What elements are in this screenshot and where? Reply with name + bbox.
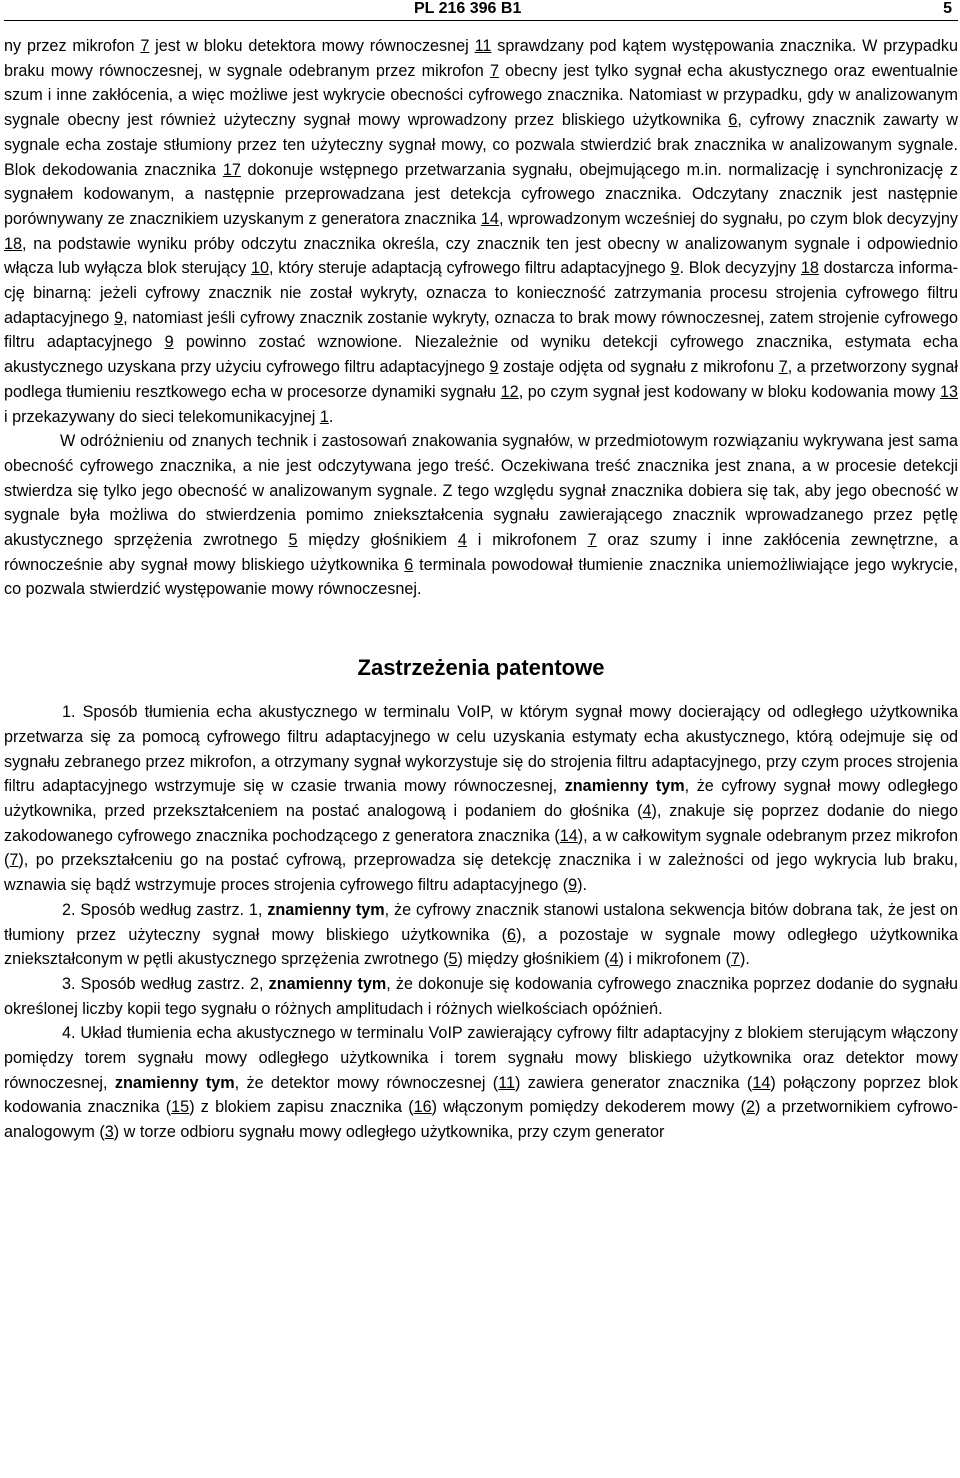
paragraph-1: ny przez mikrofon 7 jest w bloku detektora mowy równoczesnej 11 sprawdzany pod kątem występowania znacznika. W przypadku braku mowy równoczesnej, w sygnale odebranym przez mikrofon 7 obecny jest tylko sygnał echa akustycznego oraz ewentualnie szum i inne zakłócenia, a więc możliwe jest wykrycie obecności cyfrowego znacznika. Natomiast w przypadku, gdy w analizowanym sygnale obecny jest również użyteczny sygnał mowy wprowadzony przez bliskiego użytkownika 6, cyfrowy znacznik zawarty w sygnale echa zostaje stłumiony przez ten użyteczny sygnał mowy, co pozwala stwierdzić brak znacznika w analizowanym sygnale. Blok dekodowania znacznika 17 dokonuje wstępnego przetwarzania sygnału, obejmującego m.in. normalizację i synchronizację z sygnałem kodowanym, a następnie przeprowadzana jest detekcja cyfrowego znacznika. Odczytany znacznik jest następnie porównywany ze znacznikiem uzyskanym z generatora znacznika 14, wprowadzonym wcześniej do sygnału, po czym blok decyzyjny 18, na podstawie wyniku próby odczytu znacznika określa, czy znacznik ten jest obecny w analizowanym sygnale i odpowiednio włącza lub wyłącza blok sterujący 10, który steruje adaptacją cyfrowego filtru adaptacyjnego 9. Blok decyzyjny 18 dostarcza informację binarną: jeżeli cyfrowy znacznik nie został wykryty, oznacza to konieczność zatrzymania procesu strojenia cyfrowego filtru adaptacyjnego 9, natomiast jeśli cyfrowy znacznik zostanie wykryty, oznacza to brak mowy równoczesnej, zatem strojenie cyfrowego filtru adaptacyjnego 9 powinno zostać wznowione. Niezależnie od wyniku detekcji cyfrowego znacznika, estymata echa akustycznego uzyskana przy użyciu cyfrowego filtru adaptacyjnego 9 zostaje odjęta od sygnału z mikrofonu 7, a przetworzony sygnał podlega tłumieniu resztkowego echa w procesorze dynamiki sygnału 12, po czym sygnał jest kodowany w bloku kodowania mowy 13 i przekazywany do sieci telekomunikacyjnej 1. (4, 37, 958, 426)
claim-2: 2. Sposób według zastrz. 1, znamienny tym, że cyfrowy znacznik stanowi ustalona sekwencja bitów dobrana tak, że jest on tłumiony przez użyteczny sygnał mowy bliskiego użytkownika (6), a pozostaje w sygnale mowy odległego użytkownika zniekształconym w pętli akustycznego sprzężenia zwrotnego (5) między głośnikiem (4) i mikrofonem (7). (4, 900, 958, 969)
claim-4: 4. Układ tłumienia echa akustycznego w terminalu VoIP zawierający cyfrowy filtr adaptacyjny z blokiem sterującym włączony pomiędzy torem sygnału mowy odległego użytkownika i torem sygnału mowy bliskiego użytkownika oraz detektor mowy równoczesnej, znamienny tym, że detektor mowy równoczesnej (11) zawiera generator znacznika (14) połączony poprzez blok kodowania znacznika (15) z blokiem zapisu znacznika (16) włączonym pomiędzy dekoderem mowy (2) a przetwornikiem cyfrowo-analogowym (3) w torze odbioru sygnału mowy odległego użytkownika, przy czym generator (4, 1024, 958, 1142)
header-rule (4, 20, 958, 21)
page-header (4, 0, 958, 20)
page-number: 5 (943, 0, 952, 17)
paragraph-2: W odróżnieniu od znanych technik i zastosowań znakowania sygnałów, w przedmiotowym rozwiązaniu wykrywana jest sama obecność cyfrowego znacznika, a nie jest odczytywana jego treść. Oczekiwana treść znacznika jest znana, a w procesie detekcji stwierdza się tylko jego obecność w analizowanym sygnale. Z tego względu sygnał znacznika dobiera się tak, aby jego obecność w sygnale była możliwa do stwierdzenia pomimo zniekształcenia sygnału zawierającego znacznik wprowadzanego przez pętlę akustycznego sprzężenia zwrotnego 5 między głośnikiem 4 i mikrofonem 7 oraz szumy i inne zakłócenia zewnętrzne, a równocześnie aby sygnał mowy bliskiego użytkownika 6 terminala powodował tłumienie znacznika uniemożliwiające jego wykrycie, co pozwala stwierdzić występowanie mowy równoczesnej. (4, 432, 958, 599)
claim-1: 1. Sposób tłumienia echa akustycznego w terminalu VoIP, w którym sygnał mowy docierający od odległego użytkownika przetwarza się za pomocą cyfrowego filtru adaptacyjnego w celu uzyskania estymaty echa akustycznego, którą odejmuje się od sygnału zebranego przez mikrofon, a otrzymany sygnał wykorzystuje się do strojenia filtru adaptacyjnego, przy czym proces strojenia filtru adaptacyjnego wstrzymuje się w czasie trwania mowy równoczesnej, znamienny tym, że cyfrowy sygnał mowy odległego użytkownika, przed przekształceniem na postać analogową i podaniem do głośnika (4), znakuje się poprzez dodanie do niego zakodowanego cyfrowego znacznika pochodzącego z generatora znacznika (14), a w całkowitym sygnale odebranym przez mikrofon (7), po przekształceniu go na postać cyfrową, przeprowadza się detekcję znacznika i w zależności od jego wykrycia lub braku, wznawia się bądź wstrzymuje proces strojenia cyfrowego filtru adaptacyjnego (9). (4, 703, 958, 895)
section-heading: Zastrzeżenia patentowe (357, 655, 605, 681)
patent-page (4, 0, 958, 1145)
document-id: PL 216 396 B1 (414, 0, 522, 17)
claim-3: 3. Sposób według zastrz. 2, znamienny tym, że dokonuje się kodowania cyfrowego znacznika poprzez dodanie do sygnału określonej liczby kopii tego sygnału o różnych amplitudach i różnych wielkościach opóźnień. (4, 974, 958, 1018)
body-text (4, 34, 958, 1145)
